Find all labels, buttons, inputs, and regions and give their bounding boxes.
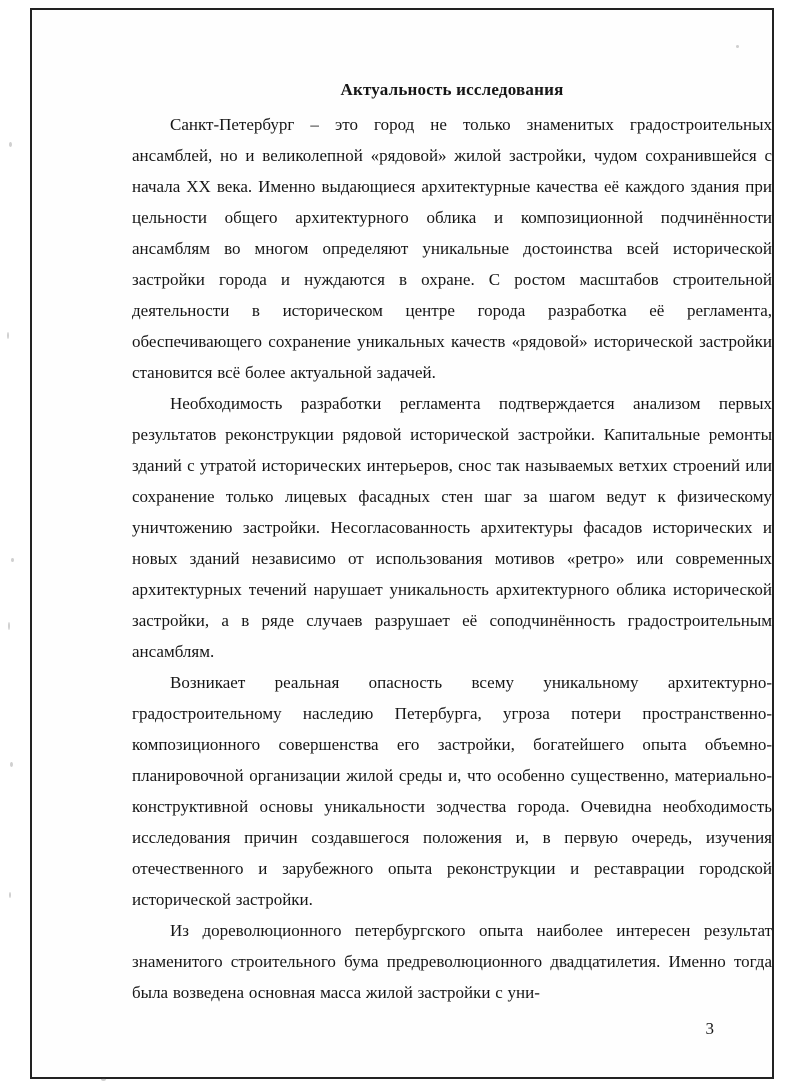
paragraph: Санкт-Петербург – это город не только знаменитых градостроительных ансамблей, но и великолепной «рядовой» жилой застройки, чудом сохранившейся с начала XX века. Именно выдающиеся архитектурные качества её каждого здания при цельности общего архитектурного облика и композиционной подчинённости ансамблям во многом определяют уникальные достоинства всей исторической застройки города и нуждаются в охране. С ростом масштабов строительной деятельности в историческом центре города разработка её регламента, обеспечивающего сохранение уникальных качеств «рядовой» исторической застройки становится всё более актуальной задачей. xyxy=(132,115,772,382)
scan-artifact xyxy=(10,762,13,767)
scan-artifact xyxy=(8,622,10,630)
paragraph: Необходимость разработки регламента подтверждается анализом первых результатов реконструкции рядовой исторической застройки. Капитальные ремонты зданий с утратой исторических интерьеров, снос так называемых ветхих строений или сохранение только лицевых фасадных стен шаг за шагом ведут к физическому уничтожению застройки. Несогласованность архитектуры фасадов исторических и новых зданий независимо от использования мотивов «ретро» или современных архитектурных течений нарушает уникальность архитектурного облика исторической застройки, а в ряде случаев разрушает её соподчинённость градостроительным ансамблям. xyxy=(132,394,772,661)
paragraph: Возникает реальная опасность всему уникальному архитектурно-градостроительному наследию Петербурга, угроза потери пространственно-композиционного совершенства его застройки, богатейшего опыта объемно-планировочной организации жилой среды и, что особенно существенно, материально-конструктивной основы уникальности зодчества города. Очевидна необходимость исследования причин создавшегося положения и, в первую очередь, изучения отечественного и зарубежного опыта реконструкции и реставрации городской исторической застройки. xyxy=(132,673,772,909)
scan-artifact xyxy=(9,892,11,898)
scan-artifact xyxy=(9,142,12,147)
section-heading: Актуальность исследования xyxy=(340,80,564,99)
scan-artifact xyxy=(11,558,14,562)
page-border xyxy=(30,8,774,1079)
scan-artifact xyxy=(7,332,9,339)
page-number: 3 xyxy=(705,1019,714,1038)
page-content xyxy=(132,74,772,1008)
scan-artifact xyxy=(101,1078,106,1081)
paragraph: Из дореволюционного петербургского опыта наиболее интересен результат знаменитого строительного бума предреволюционного двадцатилетия. Именно тогда была возведена основная масса жилой застройки с уни- xyxy=(132,921,772,1002)
scan-artifact xyxy=(736,45,739,48)
